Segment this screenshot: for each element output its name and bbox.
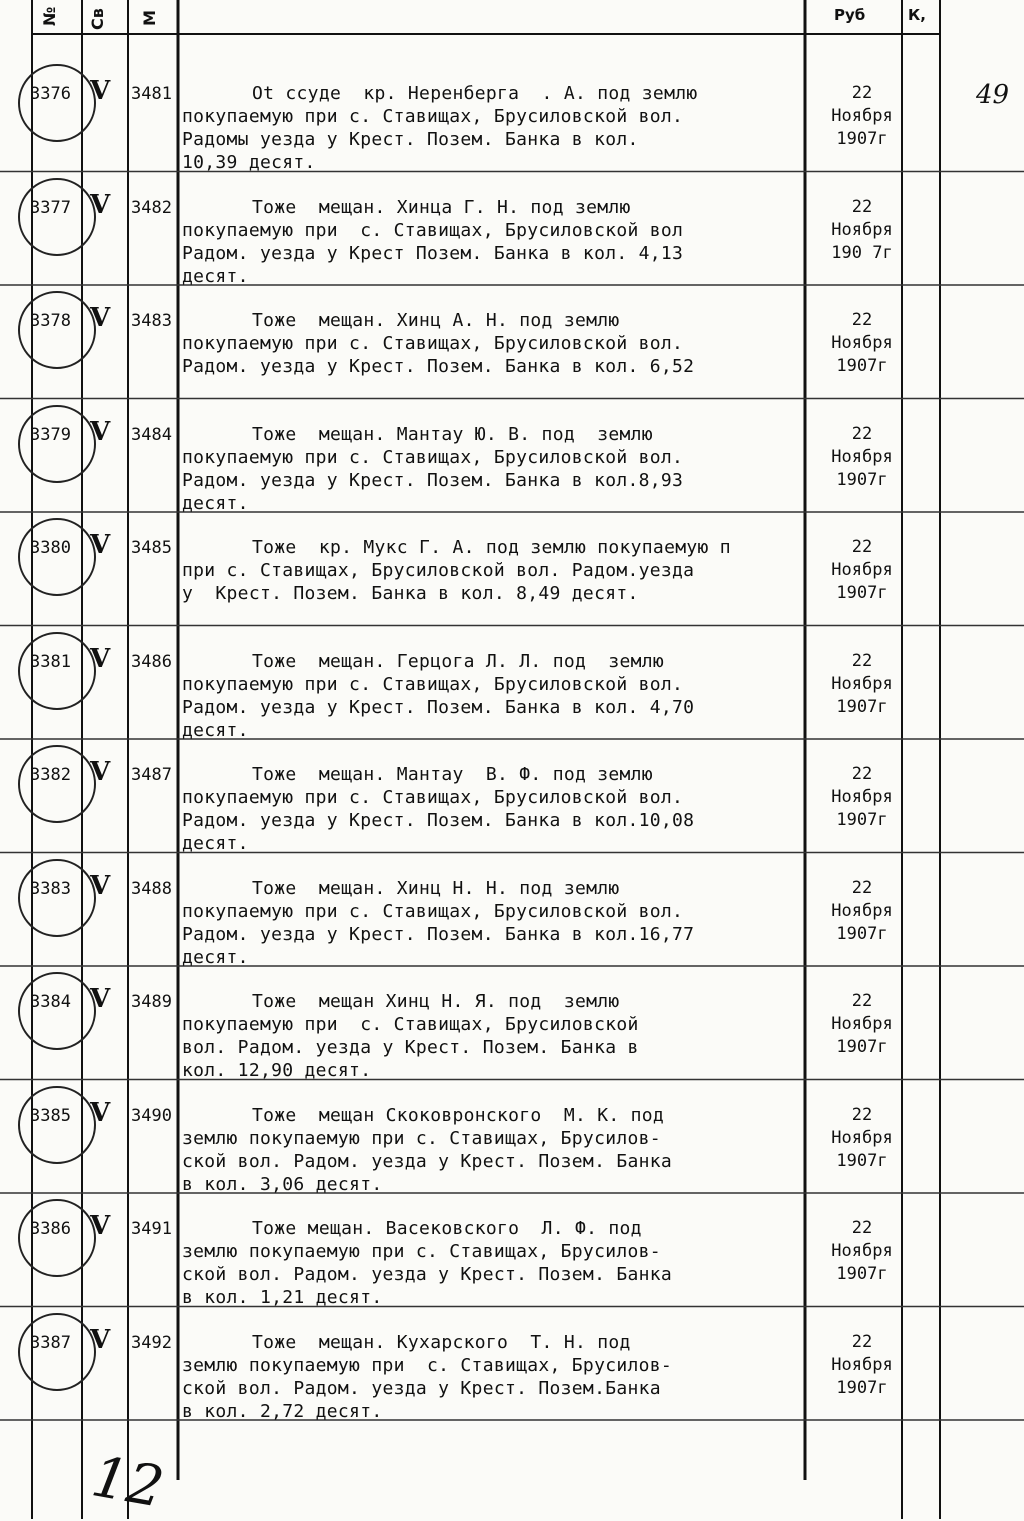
entry-text [182,1217,804,1309]
register-number: 3491 [131,1219,172,1239]
entry-text-line: в кол. 2,72 десят. [182,1400,383,1422]
entry-text-line: Тоже мещан Хинц Н. Я. под землю [252,991,620,1012]
entry-date [812,877,912,946]
entry-date-part: Ноября [831,219,893,240]
entry-text-line: десят. [182,946,249,968]
entry-text-line [182,605,804,628]
entry-text [182,990,804,1082]
entry-number: 3376 [30,84,71,104]
entry-text-line: Тоже мещан. Хинца Г. Н. под землю [252,196,631,218]
entry-date-part: 22 [851,1331,873,1352]
entry-text-line: землю покупаемую при с. Ставищах, Брусилов- [182,1354,673,1376]
entry-text-line: землю покупаемую при с. Ставищах, Брусилов- [182,1127,661,1149]
check-mark-icon: V [90,757,111,787]
ledger-entry [0,176,1024,290]
entry-date-part: 22 [851,537,873,557]
entry-text-line: Тоже мещан. Мантау Ю. В. под землю [252,423,653,445]
entry-number: 3379 [30,424,71,445]
entry-date-part: 22 [851,1218,873,1238]
entry-text-line: десят. [182,833,249,854]
entry-text-line: десят. [182,265,249,287]
check-mark-icon: V [90,76,111,106]
entry-text-line: Тоже мещан. Васековского Л. Ф. под [252,1218,642,1239]
entry-text [182,196,804,288]
entry-date [812,82,912,151]
entry-text-line: Радомы уезда у Крест. Позем. Банка в кол. [182,129,639,150]
entry-text-line: кол. 12,90 десят. [182,1060,372,1081]
check-mark-icon: V [90,189,111,220]
entry-text-line: Радом. уезда у Крест. Позем. Банка в кол. 4,70 [182,696,695,718]
entry-date-part: 22 [851,991,873,1011]
register-number: 3483 [131,311,172,331]
entry-date [812,1217,912,1286]
entry-date [812,536,912,605]
ledger-entry [0,970,1024,1084]
register-number: 3490 [131,1105,172,1126]
entry-date-part: 1907г [836,129,888,149]
entry-text-line: десят. [182,719,249,741]
handwritten-page-number: 12 [86,1444,169,1521]
entry-date-part: Ноября [831,106,893,126]
column-header-number: № [40,6,59,26]
entry-date [812,1104,912,1173]
entry-text [182,1104,804,1196]
entry-date-part: 1907г [836,356,888,376]
entry-date [812,423,912,492]
check-mark-icon: V [90,643,111,674]
ledger-entry [0,630,1024,744]
entry-text-line: в кол. 1,21 десят. [182,1287,383,1308]
entry-date-part: Ноября [831,673,893,694]
entry-date-part: Ноября [831,560,893,580]
entry-date-part: 22 [851,310,873,330]
entry-date-part: 1907г [836,1150,888,1171]
entry-number: 3386 [30,1219,71,1239]
entry-text-line: Тоже мещан. Мантау В. Ф. под землю [252,764,653,785]
entry-text-line: покупаемую при с. Ставищах, Брусиловской вол. [182,333,684,354]
margin-note: 49 [976,80,1010,110]
check-mark-icon: V [90,416,111,447]
register-number: 3488 [131,878,172,899]
entry-text-line: Тоже кр. Мукс Г. А. под землю покупаемую п [252,537,731,558]
entry-text [182,650,804,742]
register-number: 3486 [131,651,172,672]
entry-text-line: Радом. уезда у Крест. Позем. Банка в кол.10,08 [182,810,695,831]
entry-date-part: Ноября [831,1127,893,1148]
entry-date [812,196,912,265]
entry-date-part: Ноября [831,333,893,353]
ledger-entry [0,1197,1024,1311]
check-mark-icon: V [90,1097,111,1128]
ledger-entry [0,289,1024,403]
entry-date-part: Ноября [831,1014,893,1034]
entry-date-part: 1907г [836,1264,888,1284]
entry-text [182,82,804,174]
entry-date-part: 1907г [836,1037,888,1057]
entry-date-part: Ноября [831,1354,893,1375]
register-number: 3489 [131,992,172,1012]
entry-text-line: при с. Ставищах, Брусиловской вол. Радом.уезда [182,560,695,581]
check-mark-icon: V [90,1324,111,1355]
check-mark-icon: V [90,984,111,1014]
register-number: 3482 [131,197,172,218]
entry-text-line: десят. [182,492,249,514]
entry-text-line: покупаемую при с. Ставищах, Брусиловской вол. [182,673,684,695]
entry-text [182,423,804,515]
entry-number: 3385 [30,1105,71,1126]
entry-text-line: покупаемую при с. Ставищах, Брусиловской вол. [182,900,684,922]
entry-text-line: ской вол. Радом. уезда у Крест. Позем. Банка [182,1150,673,1172]
entry-date-part: 1907г [836,1377,888,1398]
register-number: 3492 [131,1332,172,1353]
entry-text-line: землю покупаемую при с. Ставищах, Брусилов- [182,1241,661,1262]
entry-date-part: 22 [851,423,873,444]
register-number: 3484 [131,424,172,445]
check-mark-icon: V [90,1211,111,1241]
register-number: 3487 [131,765,172,785]
entry-text [182,1331,804,1423]
column-header-rubles: Руб [834,6,866,24]
check-mark-icon: V [90,870,111,901]
entry-text-line: покупаемую при с. Ставищах, Брусиловской вол. [182,787,684,808]
check-mark-icon: V [90,530,111,560]
ledger-entry [0,857,1024,971]
entry-number: 3382 [30,765,71,785]
entry-text [182,763,804,855]
entry-text-line: 10,39 десят. [182,152,316,173]
entry-text-line: вол. Радом. уезда у Крест. Позем. Банка в [182,1037,639,1058]
ledger-entry [0,743,1024,857]
entry-text-line: ской вол. Радом. уезда у Крест. Позем. Банка [182,1264,673,1285]
entry-text [182,877,804,969]
entry-text-line: покупаемую при с. Ставищах, Брусиловской вол. [182,446,684,468]
entry-date [812,990,912,1059]
entry-text [182,536,804,628]
entry-text-line: Радом. уезда у Крест Позем. Банка в кол. 4,13 [182,242,684,264]
entry-date-part: 22 [851,650,873,671]
entry-date-part: 22 [851,196,873,217]
entry-text-line: Радом. уезда у Крест. Позем. Банка в кол. 6,52 [182,356,695,377]
entry-number: 3387 [30,1332,71,1353]
ledger-entry [0,403,1024,517]
entry-text-line: у Крест. Позем. Банка в кол. 8,49 десят. [182,583,639,604]
entry-date-part: 22 [851,83,873,103]
entry-date-part: 22 [851,764,873,784]
register-number: 3481 [131,84,172,104]
entry-text-line: покупаемую при с. Ставищах, Брусиловской вол. [182,106,684,127]
entry-number: 3383 [30,878,71,899]
entry-text-line: Тоже мещан Скоковронского М. К. под [252,1104,665,1126]
entry-text-line: Тоже мещан. Кухарского Т. Н. под [252,1331,631,1353]
entry-text-line [182,378,804,401]
entry-date-part: 22 [851,877,873,898]
entry-date-part: Ноября [831,1241,893,1261]
entry-number: 3377 [30,197,71,218]
entry-date-part: Ноября [831,787,893,807]
entry-text [182,309,804,401]
column-header-kopecks: К, [908,6,926,24]
entry-text-line: Тоже мещан. Герцога Л. Л. под землю [252,650,665,672]
entry-text-line: Тоже мещан. Хинц А. Н. под землю [252,310,620,331]
entry-number: 3380 [30,538,71,558]
ledger-entry [0,62,1024,176]
entry-date-part: 22 [851,1104,873,1125]
entry-date-part: 1907г [836,810,888,830]
entry-date [812,650,912,719]
entry-text-line: в кол. 3,06 десят. [182,1173,383,1195]
entry-date-part: 190 7г [831,242,893,263]
entry-date [812,1331,912,1400]
entry-date-part: 1907г [836,696,888,717]
entry-text-line: покупаемую при с. Ставищах, Брусиловской вол [182,219,684,241]
entry-date-part: 1907г [836,923,888,944]
entry-number: 3381 [30,651,71,672]
entry-text-line: Радом. уезда у Крест. Позем. Банка в кол.8,93 [182,469,684,491]
entry-number: 3378 [30,311,71,331]
entry-text-line: Тоже мещан. Хинц Н. Н. под землю [252,877,620,899]
entry-date [812,309,912,378]
entry-text-line: ской вол. Радом. уезда у Крест. Позем.Банка [182,1377,661,1399]
entry-date-part: Ноября [831,900,893,921]
register-number: 3485 [131,538,172,558]
entry-date-part: 1907г [836,583,888,603]
entry-date-part: Ноября [831,446,893,467]
ledger-entry [0,516,1024,630]
entry-text-line: Радом. уезда у Крест. Позем. Банка в кол.16,77 [182,923,695,945]
entry-number: 3384 [30,992,71,1012]
column-header-register: М [140,10,159,26]
check-mark-icon: V [90,303,111,333]
entry-text-line: покупаемую при с. Ставищах, Брусиловской [182,1014,639,1035]
entry-text-line: Ot ссуде кр. Неренберга . А. под землю [252,83,698,104]
column-header-check: Св [88,8,107,30]
entry-date [812,763,912,832]
ledger-entry [0,1084,1024,1198]
ledger-entry [0,1311,1024,1425]
entry-date-part: 1907г [836,469,888,490]
